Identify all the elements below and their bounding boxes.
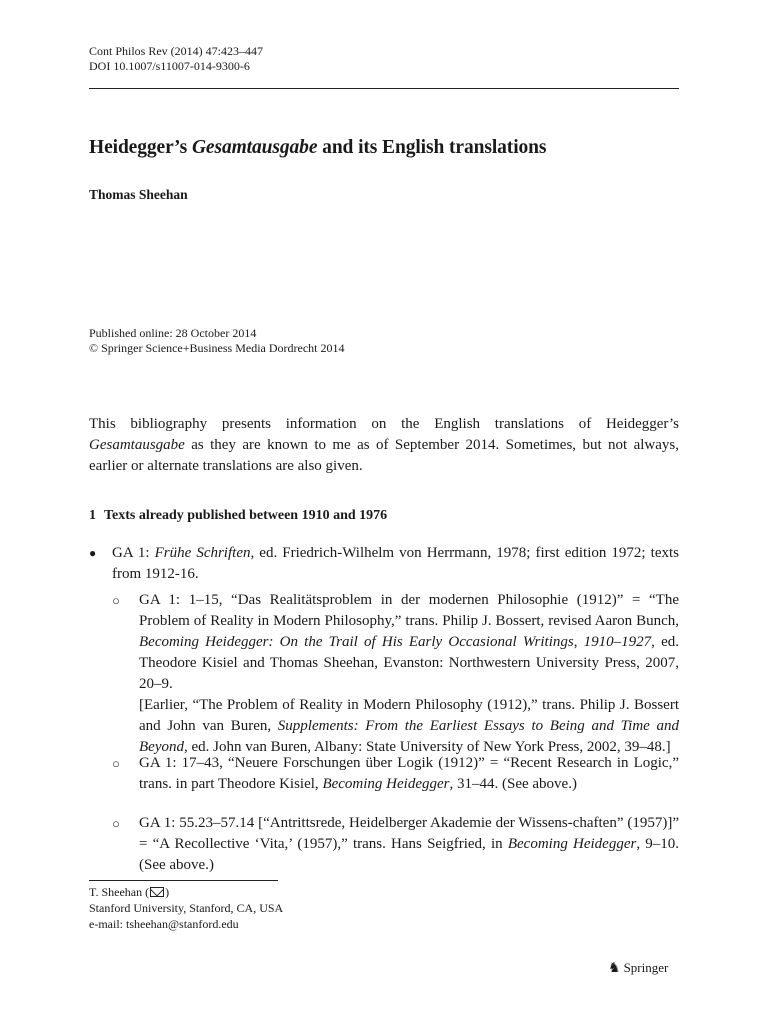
bullet-icon: ● [89, 546, 97, 560]
sub1-text-a: GA 1: 1–15, “Das Realitätsproblem in der modernen Philosophie (1912)” = “The Problem of Reality in Modern Philosophy,” trans. Philip J. Bossert, revised Aaron Bunch, [139, 592, 679, 629]
sub1-text-c: , ed. Theodore Kisiel and Thomas Sheehan, Evanston: Northwestern University Press, 2007, 20–9. [139, 634, 679, 692]
header-divider [89, 88, 679, 89]
circle-bullet-icon: ○ [112, 593, 120, 608]
footnote-name: T. Sheehan ( [89, 885, 150, 899]
envelope-icon[interactable] [150, 887, 164, 897]
section-title: Texts already published between 1910 and 1976 [104, 508, 388, 523]
sub1-text-f: , ed. John van Buren, Albany: State University of New York Press, 2002, 39–48.] [183, 739, 671, 755]
sub-item-2-text [139, 753, 679, 795]
circle-bullet-icon: ○ [112, 756, 120, 771]
section-heading [89, 508, 387, 524]
ga1-label: GA 1: [112, 545, 155, 561]
journal-header [89, 44, 679, 74]
sub3-italic-b: Becoming Heidegger [507, 836, 637, 852]
sub2-text-c: , 31–44. (See above.) [449, 776, 577, 792]
sub2-italic-b: Becoming Heidegger [322, 776, 450, 792]
circle-bullet-icon: ○ [112, 816, 120, 831]
sub1-text-d: [Earlier, “The Problem of Reality in Modern Philosophy (1912),” trans. Philip J. Bossert and John van Buren, [139, 697, 679, 734]
sub-list-item-1 [112, 590, 679, 758]
section-number: 1 [89, 508, 96, 523]
published-online: Published online: 28 October 2014 [89, 326, 257, 340]
sub1-italic-e: Supplements: From the Earliest Essays to Being and Time and Beyond [139, 718, 680, 755]
sub-list-item-3 [112, 813, 679, 876]
footnote-name-line [89, 884, 283, 900]
springer-horse-icon: ♞ [608, 961, 621, 976]
list-item-ga1 [89, 543, 679, 585]
copyright-line: © Springer Science+Business Media Dordrecht 2014 [89, 341, 345, 355]
title-italic: Gesamtausgabe [191, 137, 318, 158]
ga1-text [112, 543, 679, 585]
abstract-italic: Gesamtausgabe [89, 437, 185, 453]
sub2-text-a: GA 1: 17–43, “Neuere Forschungen über Logik (1912)” = “Recent Research in Logic,” trans. in part Theodore Kisiel, [139, 755, 679, 792]
publication-info [89, 326, 345, 356]
author-footnote [89, 884, 283, 932]
ga1-work-title: Frühe Schriften [154, 545, 251, 561]
author-name: Thomas Sheehan [89, 187, 188, 202]
sub-list-item-2 [112, 753, 679, 795]
footnote-name-close: ) [165, 885, 170, 899]
footnote-email[interactable]: e-mail: tsheehan@stanford.edu [89, 917, 239, 931]
sub1-italic-b: Becoming Heidegger: On the Trail of His Early Occasional Writings, 1910–1927 [139, 634, 652, 650]
abstract-text-1: This bibliography presents information on the English translations of Heidegger’s [89, 416, 679, 432]
abstract-text-2: as they are known to me as of September 2014. Sometimes, but not always, earlier or alternate translations are also given. [89, 437, 679, 474]
title-part-2: and its English translations [317, 137, 547, 158]
sub-item-3-text [139, 813, 679, 876]
sub3-text-c: , 9–10. (See above.) [139, 836, 680, 873]
sub3-text-a: GA 1: 55.23–57.14 [“Antrittsrede, Heidelberger Akademie der Wissens-chaften” (1957)]” = “A Recollective ‘Vita,’ (1957),” trans. Hans Seigfried, in [139, 815, 679, 852]
springer-logo [608, 960, 668, 977]
doi-link[interactable]: DOI 10.1007/s11007-014-9300-6 [89, 59, 250, 73]
sub-item-1-text [139, 590, 679, 758]
ga1-details: , ed. Friedrich-Wilhelm von Herrmann, 1978; first edition 1972; texts from 1912-16. [112, 545, 679, 582]
footnote-affiliation: Stanford University, Stanford, CA, USA [89, 901, 284, 915]
springer-logo-text: Springer [623, 960, 669, 975]
footnote-divider [89, 880, 278, 881]
title-part-1: Heidegger’s [89, 137, 192, 158]
abstract-paragraph [89, 414, 679, 477]
article-title [89, 137, 546, 159]
journal-citation: Cont Philos Rev (2014) 47:423–447 [89, 44, 264, 58]
